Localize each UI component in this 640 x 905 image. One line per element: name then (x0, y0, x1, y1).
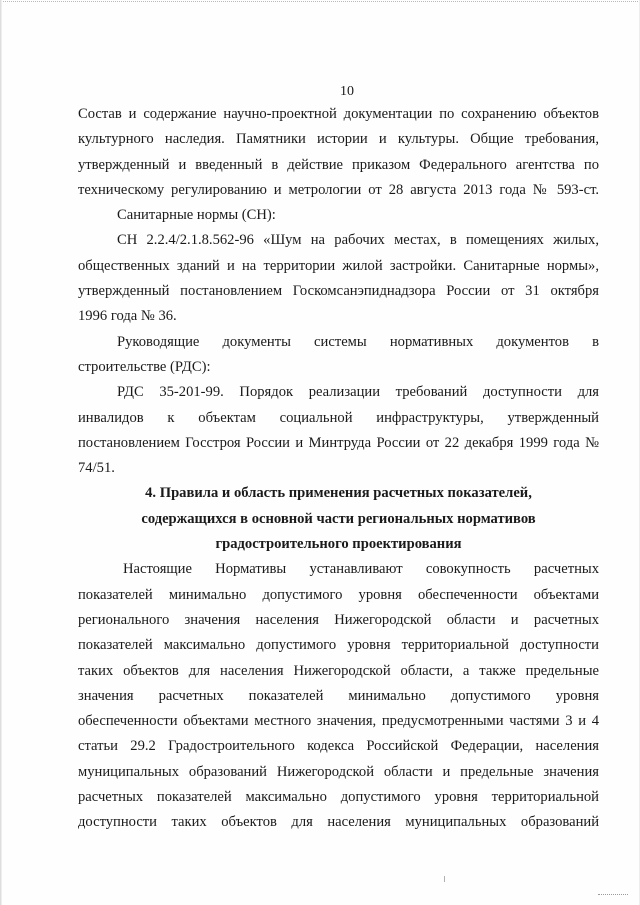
text-line: муниципальных образований Нижегородской области и предельные значения (78, 763, 599, 780)
text-line: показателей минимально допустимого уровня обеспеченности объектами (78, 586, 599, 603)
text-line: культурного наследия. Памятники истории и культуры. Общие требования, (78, 131, 599, 148)
text-line: утвержденный постановлением Госкомсанэпиднадзора России от 31 октября (78, 283, 599, 300)
text-line: постановлением Госстроя России и Минтруда России от 22 декабря 1999 года № (78, 434, 599, 451)
paragraph (78, 102, 599, 203)
paragraph (78, 380, 599, 481)
scan-mark (444, 876, 445, 882)
text-line: утвержденный и введенный в действие приказом Федерального агентства по (78, 156, 599, 173)
heading-line: градостроительного проектирования (215, 536, 462, 553)
paragraph (78, 228, 599, 329)
scan-dots (598, 894, 628, 895)
page-body (78, 102, 599, 836)
text-line: статьи 29.2 Градостроительного кодекса Российской Федерации, населения (78, 738, 599, 755)
text-line: СН 2.2.4/2.1.8.562-96 «Шум на рабочих местах, в помещениях жилых, (117, 232, 599, 249)
text-line: значения расчетных показателей минимально допустимого уровня (78, 687, 599, 704)
text-line: Руководящие документы системы нормативных документов в (117, 333, 599, 350)
text-line: Санитарные нормы (СН): (117, 207, 276, 224)
heading-line: содержащихся в основной части региональных нормативов (141, 510, 536, 527)
text-line: РДС 35-201-99. Порядок реализации требований доступности для (117, 384, 599, 401)
page-number: 10 (340, 84, 354, 99)
text-line: обеспеченности объектами местного значения, предусмотренными частями 3 и 4 (78, 713, 599, 730)
heading-line: 4. Правила и область применения расчетных показателей, (145, 485, 532, 502)
paragraph (78, 557, 599, 835)
text-line: общественных зданий и на территории жилой застройки. Санитарные нормы», (78, 257, 599, 274)
text-line: регионального значения населения Нижегородской области и расчетных (78, 611, 599, 628)
text-line: Состав и содержание научно-проектной документации по сохранению объектов (78, 106, 599, 122)
scan-edge-left (0, 0, 2, 905)
text-line: 1996 года № 36. (78, 308, 177, 325)
text-line: Настоящие Нормативы устанавливают совокупность расчетных (123, 561, 599, 578)
paragraph (78, 203, 599, 228)
text-line: таких объектов для населения Нижегородской области, а также предельные (78, 662, 599, 679)
scan-edge-top (0, 1, 640, 2)
text-line: техническому регулированию и метрологии от 28 августа 2013 года № 593-ст. (78, 181, 599, 198)
paragraph (78, 330, 599, 381)
text-line: строительстве (РДС): (78, 358, 211, 375)
text-line: инвалидов к объектам социальной инфраструктуры, утвержденный (78, 409, 599, 426)
text-line: доступности таких объектов для населения муниципальных образований (78, 814, 599, 831)
text-line: расчетных показателей максимально допустимого уровня территориальной (78, 789, 599, 806)
section-heading (78, 481, 599, 557)
text-line: показателей максимально допустимого уровня территориальной доступности (78, 637, 599, 654)
text-line: 74/51. (78, 460, 115, 477)
